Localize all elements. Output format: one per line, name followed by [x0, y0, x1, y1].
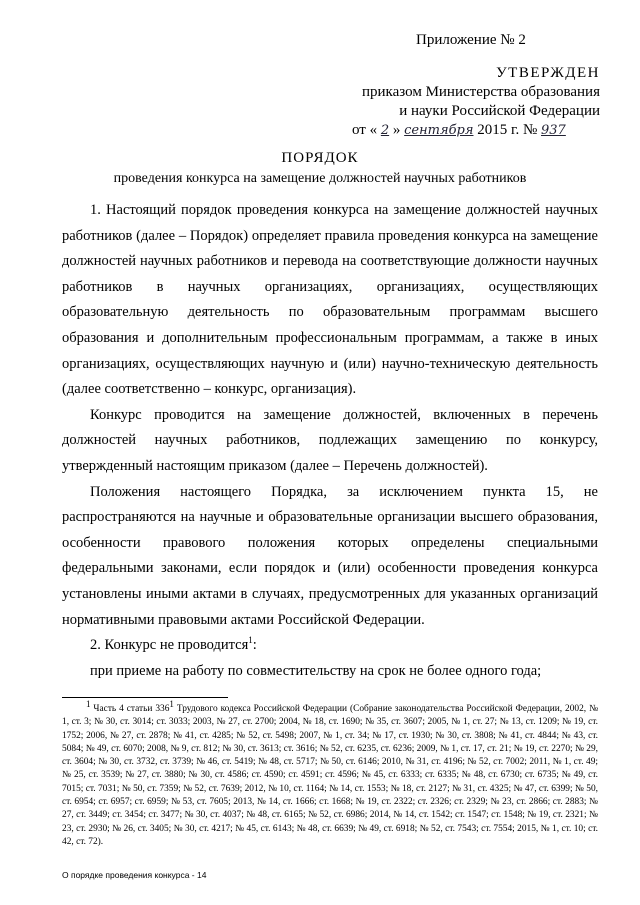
- footnote-mark: 1: [86, 698, 91, 709]
- document-body: [62, 198, 598, 684]
- footnote-inner-sup: 1: [169, 698, 174, 709]
- footnote-divider: [62, 697, 228, 698]
- paragraph-3: Положения настоящего Порядка, за исключением пункта 15, не распространяются на научные и образовательные организации высшего образования, особенности правового положения которых определены специальными федеральными законами, если порядок и (или) особенности проведения конкурса установлены иными актами в случаях, предусмотренных для указанных организаций нормативными правовыми актами Российской Федерации.: [62, 483, 598, 628]
- paragraph-item-2: [62, 633, 598, 659]
- date-month-handwritten: сентября: [404, 123, 474, 138]
- footnote-text-b: Трудового кодекса Российской Федерации (Собрание законодательства Российской Федерации, 2002, № 1, ст. 3; № 30, ст. 3014; ст. 3033; 2003, № 27, ст. 2700; 2004, № 18, ст. 1690; № 35, ст. 3607; 2005, № 1, ст. 27; № 13, ст. 1209; № 19, ст. 1752; 2006, № 27, ст. 2878; № 41, ст. 4285; № 52, ст. 5498; 2007, № 1, ст. 34; № 17, ст. 1930; № 30, ст. 3808; № 41, ст. 4844; № 43, ст. 5084; № 49, ст. 6070; 2008, № 9, ст. 812; № 30, ст. 3613; ст. 3616; № 52, ст. 6235, ст. 6236; 2009, № 1, ст. 17, ст. 21; № 19, ст. 2270; № 29, ст. 3604; № 30, ст. 3732, ст. 3739; № 46, ст. 5419; № 48, ст. 5717; № 50, ст. 6146; 2010, № 31, ст. 4196; № 52, ст. 7002; 2011, № 1, ст. 49; № 25, ст. 3539; № 27, ст. 3880; № 30, ст. 4586; ст. 4590; ст. 4591; ст. 4596; № 45, ст. 6333; ст. 6335; № 48, ст. 6730; ст. 6735; № 49, ст. 7015; ст. 7031; № 50, ст. 7359; № 52, ст. 7639; 2012, № 10, ст. 1164; № 14, ст. 1553; № 18, ст. 2127; № 31, ст. 4325; № 47, ст. 6399; № 50, ст. 6954; ст. 6957; ст. 6959; № 53, ст. 7605; 2013, № 14, ст. 1666; ст. 1668; № 19, ст. 2322; ст. 2326; ст. 2329; № 23, ст. 2866; ст. 2883; № 27, ст. 3449; ст. 3454; ст. 3477; № 30, ст. 4037; № 48, ст. 6165; № 52, ст. 6986; 2014, № 14, ст. 1542; ст. 1547; ст. 1548; № 19, ст. 2321; № 23, ст. 2930; № 26, ст. 3405; № 30, ст. 4217; № 45, ст. 6143; № 48, ст. 6639; № 49, ст. 6918; № 52, ст. 7543; ст. 7554; 2015, № 1, ст. 10; ст. 42, ст. 72).: [62, 704, 599, 847]
- order-date-line: [300, 121, 600, 140]
- paragraph-2: Конкурс проводится на замещение должностей, включенных в перечень должностей научных работников, подлежащих замещению по конкурсу, утвержденный настоящим приказом (далее – Перечень должностей).: [62, 406, 598, 474]
- order-number-handwritten: 937: [541, 123, 566, 138]
- approved-heading: УТВЕРЖДЕН: [496, 65, 600, 81]
- footnote-text-a: Часть 4 статьи 336: [93, 704, 170, 714]
- footnote-ref[interactable]: 1: [248, 635, 253, 646]
- item-2-colon: :: [252, 637, 257, 654]
- order-line-2: и науки Российской Федерации: [399, 103, 600, 119]
- date-year: 2015 г. №: [477, 122, 538, 138]
- approval-block: [300, 64, 600, 140]
- appendix-label: Приложение № 2: [416, 32, 526, 48]
- date-mid: »: [392, 122, 401, 138]
- document-title: ПОРЯДОК: [281, 150, 359, 166]
- order-line-1: приказом Министерства образования: [362, 84, 600, 100]
- footnote: [62, 698, 599, 849]
- date-prefix: от «: [352, 122, 378, 138]
- paragraph-item-2-sub: при приеме на работу по совместительству на срок не более одного года;: [90, 662, 542, 679]
- item-2-text: 2. Конкурс не проводится: [90, 637, 249, 654]
- paragraph-1: 1. Настоящий порядок проведения конкурса на замещение должностей научных работников (далее – Порядок) определяет правила проведения конкурса на замещение должностей научных работников и перевода на соответствующие должности научных работников в научных организациях, организациях, осуществляющих образовательную деятельность по образовательным программам высшего образования и дополнительным профессиональным программам, а также в иных организациях, осуществляющих научную и (или) научно-техническую деятельность (далее соответственно – конкурс, организация).: [62, 202, 598, 398]
- page-footer: О порядке проведения конкурса - 14: [62, 870, 207, 880]
- document-subtitle: проведения конкурса на замещение должностей научных работников: [113, 171, 527, 186]
- date-day-handwritten: 2: [380, 123, 390, 138]
